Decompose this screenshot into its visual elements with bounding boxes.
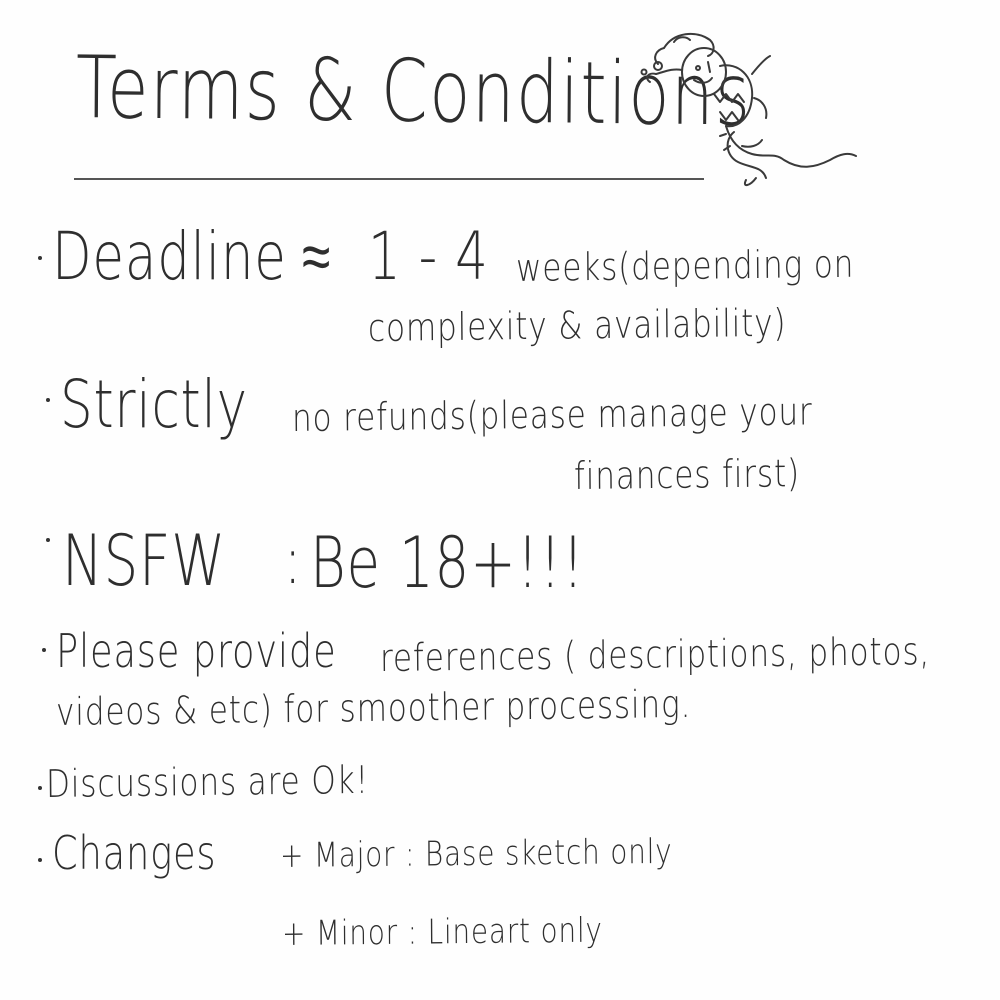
refunds-label: Strictly [60, 366, 248, 443]
references-text: references ( descriptions, photos, [379, 628, 931, 680]
deadline-text: weeks(depending on [515, 241, 855, 290]
deadline-approx-symbol: ≈ [302, 218, 332, 295]
title-underline [74, 178, 704, 180]
references-label: Please provide [56, 624, 337, 678]
refunds-text: no refunds(please manage your [291, 389, 813, 440]
changes-minor: + Minor : Lineart only [281, 910, 603, 954]
refunds-text-line2: finances first) [573, 451, 801, 498]
jester-genie-doodle-icon [634, 28, 870, 194]
deadline-text-line2: complexity & availability) [367, 300, 787, 350]
references-text-line2: videos & etc) for smoother processing. [55, 681, 692, 734]
nsfw-text: Be 18+!!! [310, 522, 585, 604]
page-title: Terms & Conditions [75, 38, 752, 146]
nsfw-colon: : [284, 522, 303, 599]
nsfw-label: NSFW [62, 520, 227, 602]
bullet-dot [38, 858, 42, 862]
bullet-dot [42, 648, 46, 652]
bullet-dot [38, 256, 42, 260]
deadline-label: Deadline [52, 218, 287, 295]
changes-label: Changes [52, 826, 217, 880]
discussions-text: Discussions are Ok! [45, 757, 369, 806]
bullet-dot [46, 538, 50, 542]
changes-major: + Major : Base sketch only [279, 831, 673, 876]
deadline-value: 1 - 4 [368, 218, 489, 295]
bullet-dot [46, 398, 50, 402]
bullet-dot [38, 786, 42, 790]
